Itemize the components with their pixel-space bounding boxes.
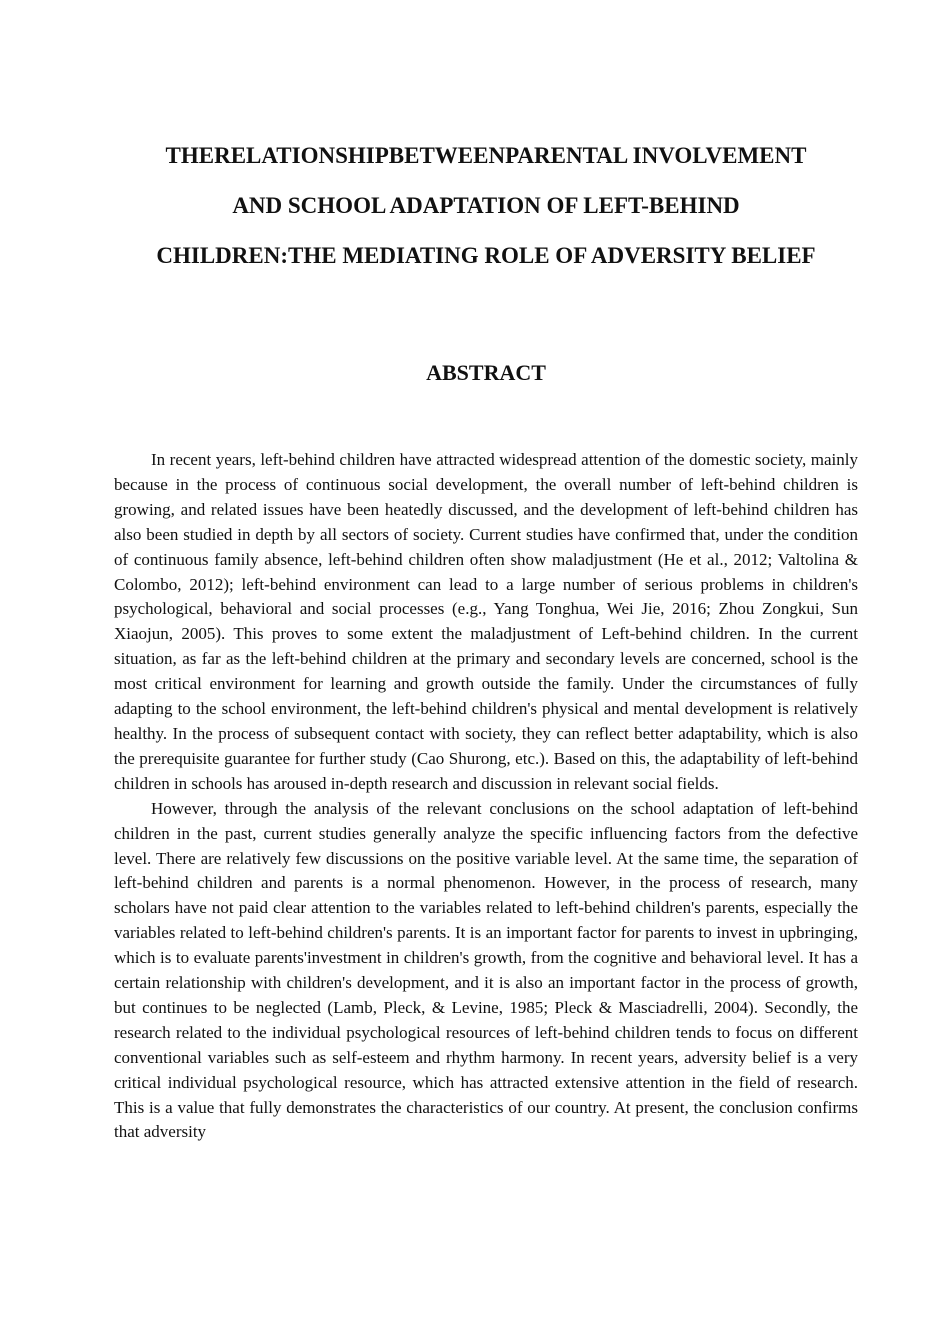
- abstract-body: [114, 448, 858, 1145]
- title-line-1: THERELATIONSHIPBETWEENPARENTAL INVOLVEMENT: [165, 143, 807, 168]
- abstract-paragraph-2: However, through the analysis of the relevant conclusions on the school adaptation of left-behind children in the past, current studies generally analyze the specific influencing factors from the defective level. There are relatively few discussions on the positive variable level. At the same time, the separation of left-behind children and parents is a normal phenomenon. However, in the process of research, many scholars have not paid clear attention to the variables related to left-behind children's parents, especially the variables related to left-behind children's parents. It is an important factor for parents to invest in upbringing, which is to evaluate parents'investment in children's growth, from the cognitive and behavioral level. It has a certain relationship with children's development, and it is also an important factor in the process of growth, but continues to be neglected (Lamb, Pleck, & Levine, 1985; Pleck & Masciadrelli, 2004). Secondly, the research related to the individual psychological resources of left-behind children tends to focus on different conventional variables such as self-esteem and rhythm harmony. In recent years, adversity belief is a very critical individual psychological resource, which has attracted extensive attention in the field of research. This is a value that fully demonstrates the characteristics of our country. At present, the conclusion confirms that adversity: [114, 798, 858, 1142]
- paper-title: [100, 131, 872, 281]
- abstract-paragraph-1: In recent years, left-behind children have attracted widespread attention of the domestic society, mainly because in the process of continuous social development, the overall number of left-behind children is growing, and related issues have been heatedly discussed, and the development of left-behind children has also been studied in depth by all sectors of society. Current studies have confirmed that, under the condition of continuous family absence, left-behind children often show maladjustment (He et al., 2012; Valtolina & Colombo, 2012); left-behind environment can lead to a large number of serious problems in children's psychological, behavioral and social processes (e.g., Yang Tonghua, Wei Jie, 2016; Zhou Zongkui, Sun Xiaojun, 2005). This proves to some extent the maladjustment of Left-behind children. In the current situation, as far as the left-behind children at the primary and secondary levels are concerned, school is the most critical environment for learning and growth outside the family. Under the circumstances of fully adapting to the school environment, the left-behind children's physical and mental development is relatively healthy. In the process of subsequent contact with society, they can reflect better adaptability, which is also the prerequisite guarantee for further study (Cao Shurong, etc.). Based on this, the adaptability of left-behind children in schools has aroused in-depth research and discussion in relevant social fields.: [114, 450, 858, 793]
- title-line-3: CHILDREN:THE MEDIATING ROLE OF ADVERSITY BELIEF: [156, 243, 816, 268]
- title-line-2: AND SCHOOL ADAPTATION OF LEFT-BEHIND: [232, 193, 740, 218]
- abstract-heading: ABSTRACT: [426, 360, 546, 385]
